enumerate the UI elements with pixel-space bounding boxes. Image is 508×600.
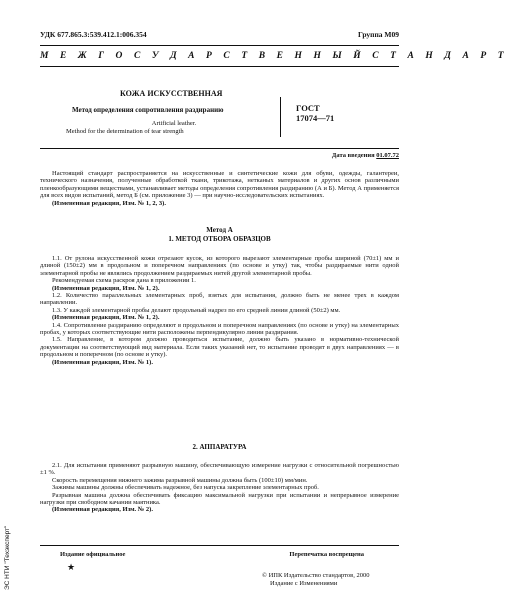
gost-code: 17074—71 [296, 113, 335, 123]
para-1-1: 1.1. От рулона искусственной кожи отрезают кусок, из которого вырезают элементарные пробы шириной (70±1) мм и длиной (150±2) мм в продольном и поперечном направлениях (по основе и утку) так, чтобы раздираемые нити одной элементарной пробы не являлись продолжением раздираемых нитей другой элементарной пробы. [40, 255, 399, 277]
revision-2-1: (Измененная редакция, Изм. № 2). [52, 506, 153, 514]
side-watermark [4, 470, 16, 595]
top-rule [40, 45, 399, 46]
revision-1-1: (Измененная редакция, Изм. № 1, 2). [52, 284, 160, 292]
english-title-line2: Method for the determination of tear strength [66, 128, 184, 135]
intro-date-label: Дата введения [331, 152, 375, 159]
copyright-text: © ИПК Издательство стандартов, 2000 [262, 572, 370, 579]
edition-changes: Издание с Изменениями [270, 579, 338, 587]
para-2-1c: Зажимы машины должны обеспечивать надежное, без напуска закрепление элементарных проб. [52, 484, 319, 492]
method-label: Метод А [206, 226, 233, 234]
footer-rule [40, 545, 399, 546]
intro-revision: (Измененная редакция, Изм. № 1, 2, 3). [52, 199, 166, 207]
intro-date [332, 152, 399, 159]
gost-label: ГОСТ [296, 103, 320, 113]
group-code: Группа М09 [358, 30, 399, 39]
interstate-standard-heading: М Е Ж Г О С У Д А Р С Т В Е Н Н Ы Й С Т А Н Д А Р Т [40, 51, 508, 61]
udk-code: УДК 677.865.3:539.412.1:006.354 [40, 30, 147, 39]
para-2-1d: Разрывная машина должна обеспечивать фиксацию максимальной нагрузки при испытании и непрерывное измерение нагрузки при свободном качании маятника. [40, 491, 399, 507]
section1-body [40, 255, 399, 366]
para-1-3: 1.3. У каждой элементарной пробы делают продольный надрез по его средней линии длиной (50±2) мм. [52, 306, 341, 314]
section1-title: 1. МЕТОД ОТБОРА ОБРАЗЦОВ [168, 235, 271, 243]
english-title-line1: Artificial leather. [151, 120, 197, 127]
para-1-1b: Рекомендуемая схема раскроя дана в приложении 1. [52, 277, 196, 285]
copyright-block [262, 572, 370, 587]
revision-1-5: (Измененная редакция, Изм. № 1). [52, 358, 153, 366]
para-1-4: 1.4. Сопротивление раздиранию определяют в продольном и поперечном направлениях (по основе и утку) на элементарных пробах, у которых соответствующие нити расположены перпендикулярно линии раздирания. [40, 321, 399, 337]
para-1-2: 1.2. Количество параллельных элементарных проб, взятых для испытания, должно быть не менее трех в каждом направлении. [40, 292, 399, 307]
gost-number [296, 103, 334, 123]
para-2-1b: Скорость перемещения нижнего зажима разрывной машины должна быть (100±10) мм/мин. [52, 476, 308, 484]
intro-paragraph [40, 170, 399, 207]
reprint-prohibited: Перепечатка воспрещена [289, 551, 364, 558]
title-divider [280, 97, 281, 137]
intro-text: Настоящий стандарт распространяется на искусственные и синтетические кожи для обуви, одежды, галантереи, технического назначения, полученные обработкой ткани, трикотажа, нетканых материалов и других основ различными пленкообразующими веществами, устанавливает методы определения сопротивления раздиранию (А и Б). Метод А применяется для всех видов испытаний, метод Б (см. приложение 3) — при научно-исследовательских испытаниях. [40, 170, 399, 200]
star-icon: ★ [67, 562, 76, 572]
para-1-5: 1.5. Направление, в котором должно проводиться испытание, должно быть указано в нормативно-технической документации на соответствующий вид материала. Если таких указаний нет, то испытание проводят в двух направлениях — в продольном и поперечном (по основе и утку). [40, 336, 399, 359]
section2-body [40, 462, 399, 514]
section2-title: 2. АППАРАТУРА [192, 443, 247, 451]
official-edition: Издание официальное [60, 551, 126, 558]
standard-subtitle: Метод определения сопротивления раздиранию [72, 106, 224, 114]
revision-1-3: (Измененная редакция, Изм. № 1, 2). [52, 314, 160, 322]
heading-rule [40, 66, 399, 67]
side-watermark-text: ЭС НТИ "Техэксперт" [4, 525, 11, 590]
intro-date-value: 01.07.72 [376, 152, 399, 159]
date-rule [40, 148, 399, 149]
standard-title: КОЖА ИСКУССТВЕННАЯ [120, 89, 223, 98]
para-2-1: 2.1. Для испытания применяют разрывную машину, обеспечивающую измерение нагрузки с относительной погрешностью ±1 %. [40, 462, 399, 477]
